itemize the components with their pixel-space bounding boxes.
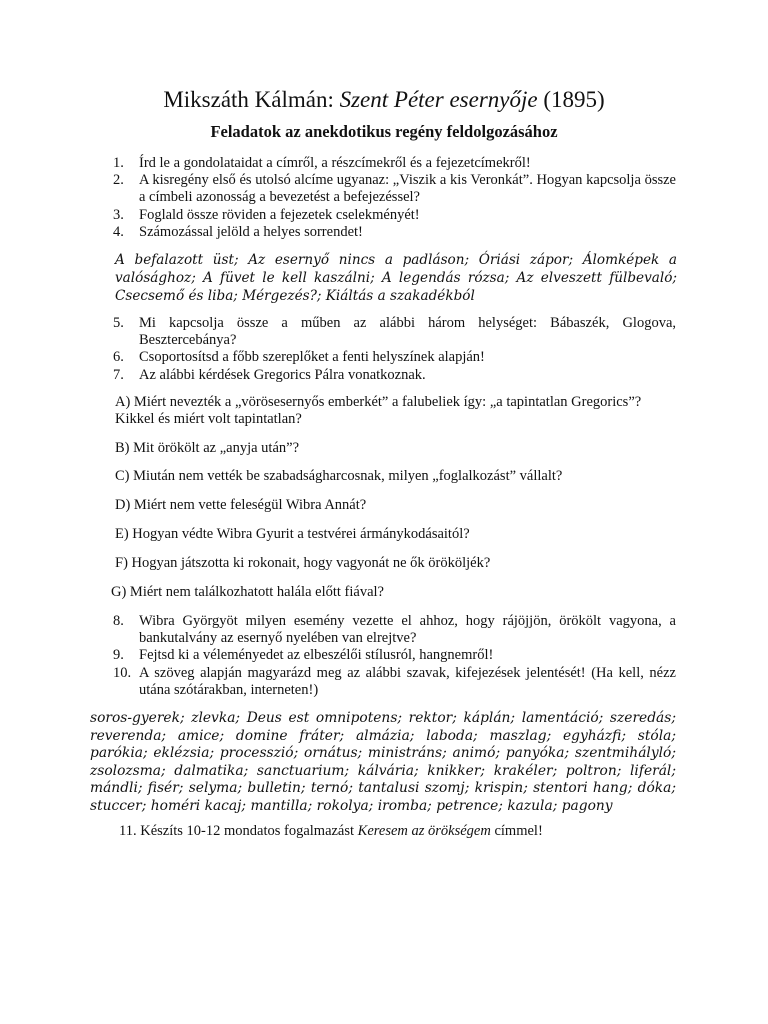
item-text: A szöveg alapján magyarázd meg az alábbi szavak, kifejezések jelentését! (Ha kell, nézz utána szótárakban, interneten!) xyxy=(139,664,676,698)
item-number: 11. xyxy=(119,823,137,839)
terms-paragraph: soros-gyerek; zlevka; Deus est omnipotens; rektor; káplán; lamentáció; szeredás; reverenda; amice; domine fráter; almázia; laboda; maszlag; egyházfi; stóla; parókia; eklézsia; processzió; ornátus; ministráns; animó; panyóka; szentmihályló; zsolozsma; dalmatika; sanctuarium; kálvária; knikker; krakéler; poltron; liferál; mándli; fisér; selyma; bulletin; ternó; tantalusi szomj; krispin; stentori hang; dóka; stuccer; homéri kacaj; mantilla; rokolya; iromba; petrence; kazula; pagony xyxy=(90,710,676,814)
question-d: D) Miért nem vette feleségül Wibra Annát? xyxy=(115,497,367,513)
task-11-text-end: címmel! xyxy=(490,823,543,839)
item-number: 10. xyxy=(113,664,132,681)
question-c: C) Miután nem vették be szabadságharcosnak, milyen „foglalkozást” vállalt? xyxy=(115,468,563,484)
list-item xyxy=(113,647,676,664)
task-list-1-4 xyxy=(113,155,676,241)
item-number: 1. xyxy=(113,155,124,171)
list-item xyxy=(113,367,676,384)
item-number: 3. xyxy=(113,206,124,223)
item-text: Csoportosítsd a főbb szereplőket a fenti helyszínek alapján! xyxy=(139,349,485,366)
list-item xyxy=(113,665,676,699)
item-number: 5. xyxy=(113,315,124,331)
list-item xyxy=(113,349,676,366)
item-number: 2. xyxy=(113,172,124,189)
task-11-essay-title: Keresem az örökségem xyxy=(357,823,491,839)
task-11 xyxy=(119,823,682,840)
question-a: A) Miért nevezték a „vörösesernyős emberkét” a falubeliek így: „a tapintatlan Gregorics”? Kikkel és miért volt tapintatlan? xyxy=(115,394,642,428)
list-item xyxy=(113,172,676,206)
item-text: Mi kapcsolja össze a műben az alábbi három helységet: Bábaszék, Glogova, Besztercebánya? xyxy=(139,315,676,349)
question-f: F) Hogyan játszotta ki rokonait, hogy vagyonát ne ők örököljék? xyxy=(115,555,491,571)
task-list-8-10 xyxy=(113,613,676,699)
title-year: (1895) xyxy=(537,87,605,112)
item-number: 9. xyxy=(113,647,124,664)
question-e: E) Hogyan védte Wibra Gyurit a testvérei ármánykodásaitól? xyxy=(115,526,470,542)
item-text: Wibra Györgyöt milyen esemény vezette el ahhoz, hogy rájöjjön, örökölt vagyona, a bankutalvány az esernyő nyelében van elrejtve? xyxy=(139,613,676,647)
item-text: Foglald össze röviden a fejezetek cselekményét! xyxy=(139,206,420,223)
chapter-titles-paragraph: A befalazott üst; Az esernyő nincs a padláson; Óriási zápor; Álomképek a valósághoz; A füvet le kell kaszálni; A legendás rózsa; Az elveszett fülbevaló; Csecsemő és liba; Mérgezés?; Kiáltás a szakadékból xyxy=(115,252,677,304)
title-author: Mikszáth Kálmán: xyxy=(163,87,340,112)
list-item xyxy=(113,315,676,349)
item-text: Fejtsd ki a véleményedet az elbeszélői stílusról, hangnemről! xyxy=(139,647,494,664)
list-item xyxy=(113,207,676,224)
question-b: B) Mit örökölt az „anyja után”? xyxy=(115,440,300,456)
list-item xyxy=(113,224,676,241)
task-11-text: Készíts 10-12 mondatos fogalmazást xyxy=(140,823,358,839)
item-number: 6. xyxy=(113,349,124,366)
item-number: 4. xyxy=(113,223,124,240)
page-title xyxy=(0,86,768,114)
list-item xyxy=(113,613,676,647)
item-text: A kisregény első és utolsó alcíme ugyanaz: „Viszik a kis Veronkát”. Hogyan kapcsolja össze a címbeli azonosság a bevezetést a befejezéssel? xyxy=(139,172,676,206)
item-number: 7. xyxy=(113,366,124,383)
item-number: 8. xyxy=(113,613,124,629)
list-item xyxy=(113,155,676,172)
item-text: Az alábbi kérdések Gregorics Pálra vonatkoznak. xyxy=(139,366,426,383)
question-g: G) Miért nem találkozhatott halála előtt fiával? xyxy=(111,584,384,600)
item-text: Írd le a gondolataidat a címről, a részcímekről és a fejezetcímekről! xyxy=(139,155,531,171)
task-list-5-7 xyxy=(113,315,676,384)
title-work: Szent Péter esernyője xyxy=(339,87,538,112)
page-subtitle: Feladatok az anekdotikus regény feldolgozásához xyxy=(210,122,558,141)
item-text: Számozással jelöld a helyes sorrendet! xyxy=(139,223,363,240)
